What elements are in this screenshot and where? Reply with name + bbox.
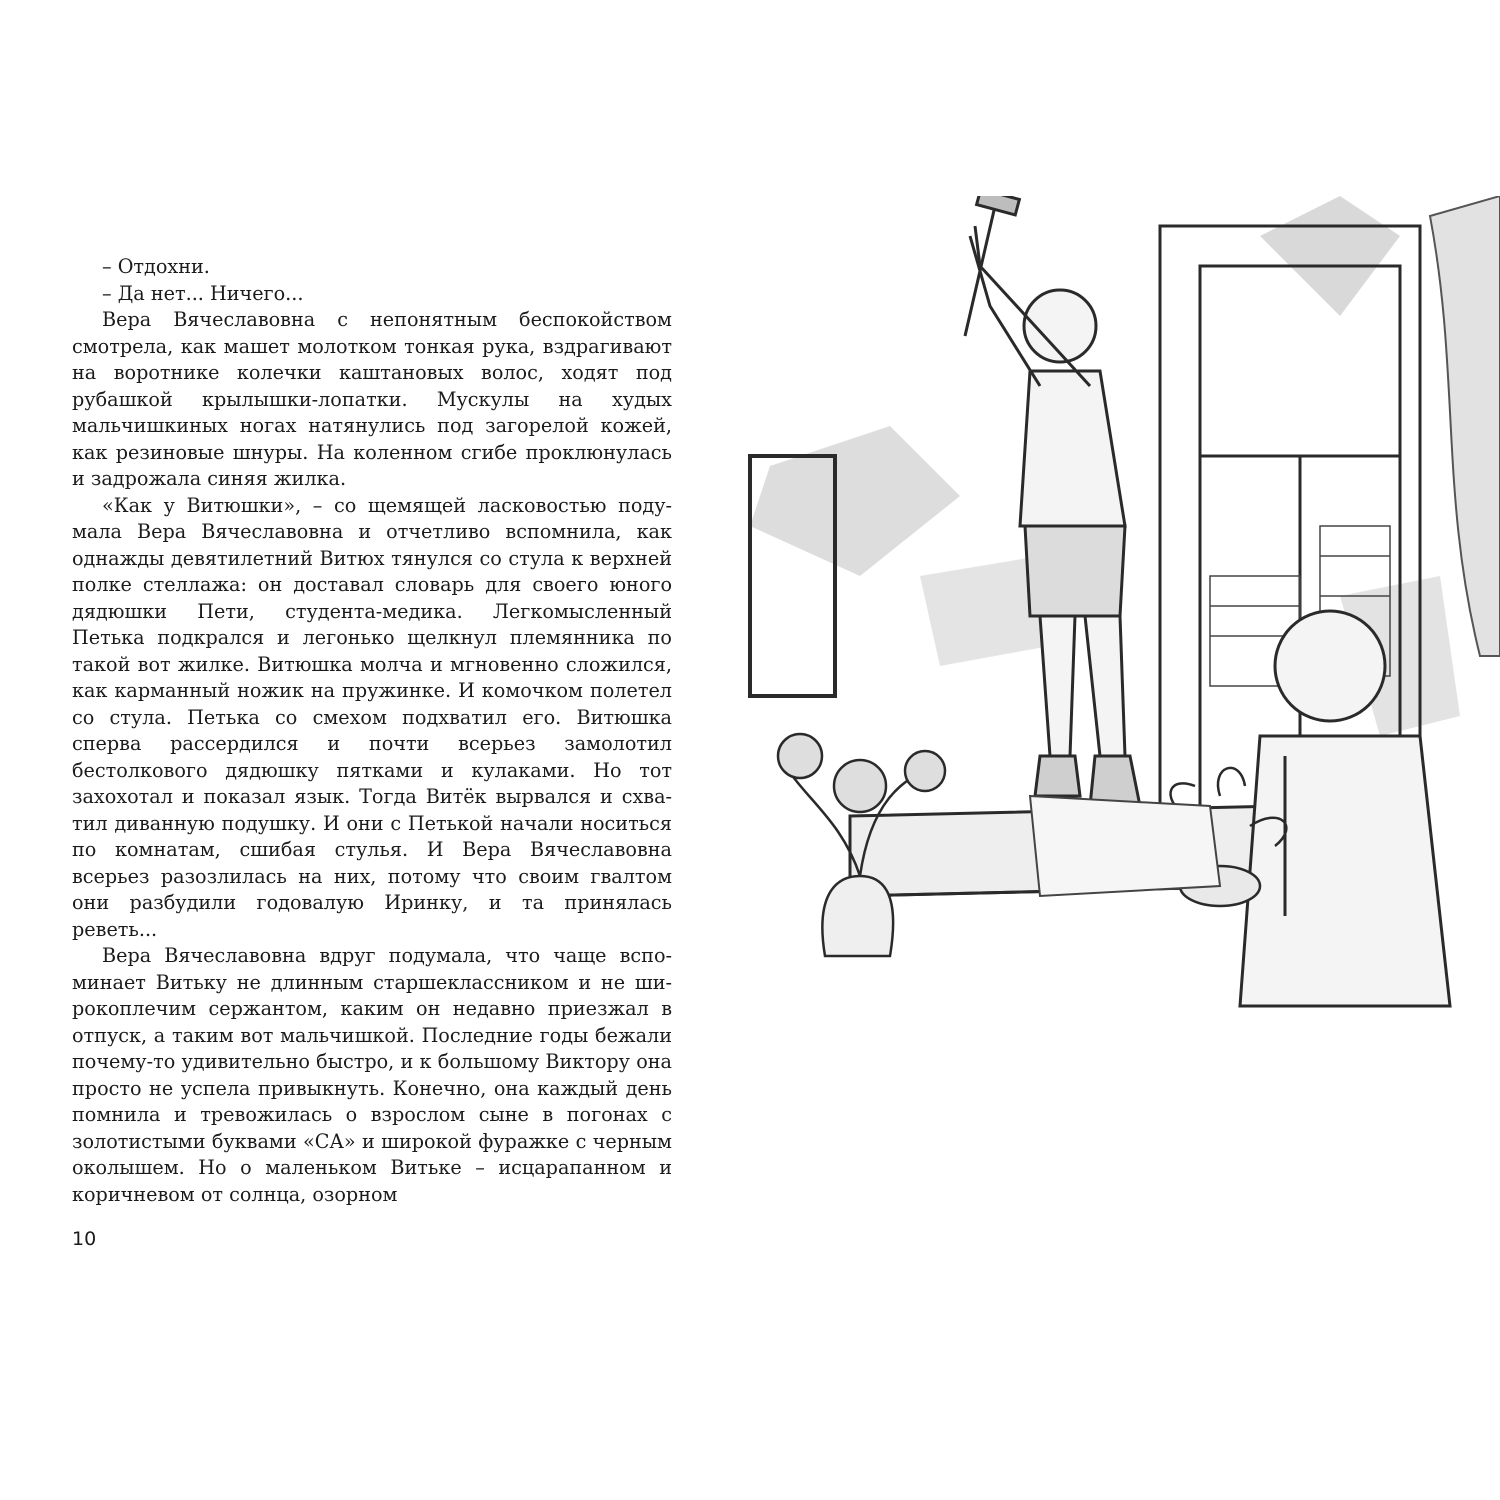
illustration-boy-hammering-woman-holding-plant [740,196,1500,1016]
illustration-svg [740,196,1500,1016]
paragraph: «Как у Витюшки», – со щемящей ласковостью подумала Вера Вячеславовна и отчетливо вспомнила, как однажды девятилетний Витюх тянулся со стула к верхней полке стеллажа: он доставал словарь для своего юного дядюшки Пети, студента-медика. Легкомысленный Петька подкрался и легонько щелкнул племянника по такой вот жилке. Витюшка молча и мгновенно сложился, как карманный ножик на пружинке. И комочком полетел со стула. Петька со смехом подхватил его. Витюшка сперва рассердился и почти всерьез замолотил бестолкового дядюшку пятками и кулаками. Но тот захохотал и показал язык. Тогда Витёк вырвался и схватил диванную подушку. И они с Петькой начали носиться по комнатам, сшибая стулья. И Вера Вячеславовна всерьез разозлилась на них, потому что своим гвалтом они разбудили годовалую Иринку, и та принялась реветь... [72,493,672,941]
paragraph: Вера Вячеславовна с непонятным беспокойством смотрела, как машет молотком тонкая рука, вздрагивают на воротнике колечки каштановых волос, ходят под рубашкой крылышки-лопатки. Мускулы на худых мальчишкиных ногах натянулись под загорелой кожей, как резиновые шнуры. На коленном сгибе проклюнулась и задрожала синяя жилка. [72,308,672,490]
paragraph: – Да нет... Ничего... [102,281,304,305]
hammer [965,196,1019,336]
paragraph: Вера Вячеславовна вдруг подумала, что чаще вспоминает Витьку не длинным старшеклассником и не широкоплечим сержантом, каким он недавно приезжал в отпуск, а таким вот мальчишкой. Последние годы бежали почему-то удивительно быстро, и к большому Виктору она просто не успела привыкнуть. Конечно, она каждый день помнила и тревожилась о взрослом сыне в погонах с золотистыми буквами «СА» и широкой фуражке с черным околышем. Но о маленьком Витьке – исцарапанном и коричневом от солнца, озорном [72,944,672,1206]
newspaper [1030,796,1220,896]
wall-shadow [750,426,960,576]
boy-figure [970,226,1140,806]
window-glare [1260,196,1400,316]
text-column [72,254,672,1208]
paragraph: – Отдохни. [102,255,210,278]
page-number: 10 [72,1228,97,1250]
